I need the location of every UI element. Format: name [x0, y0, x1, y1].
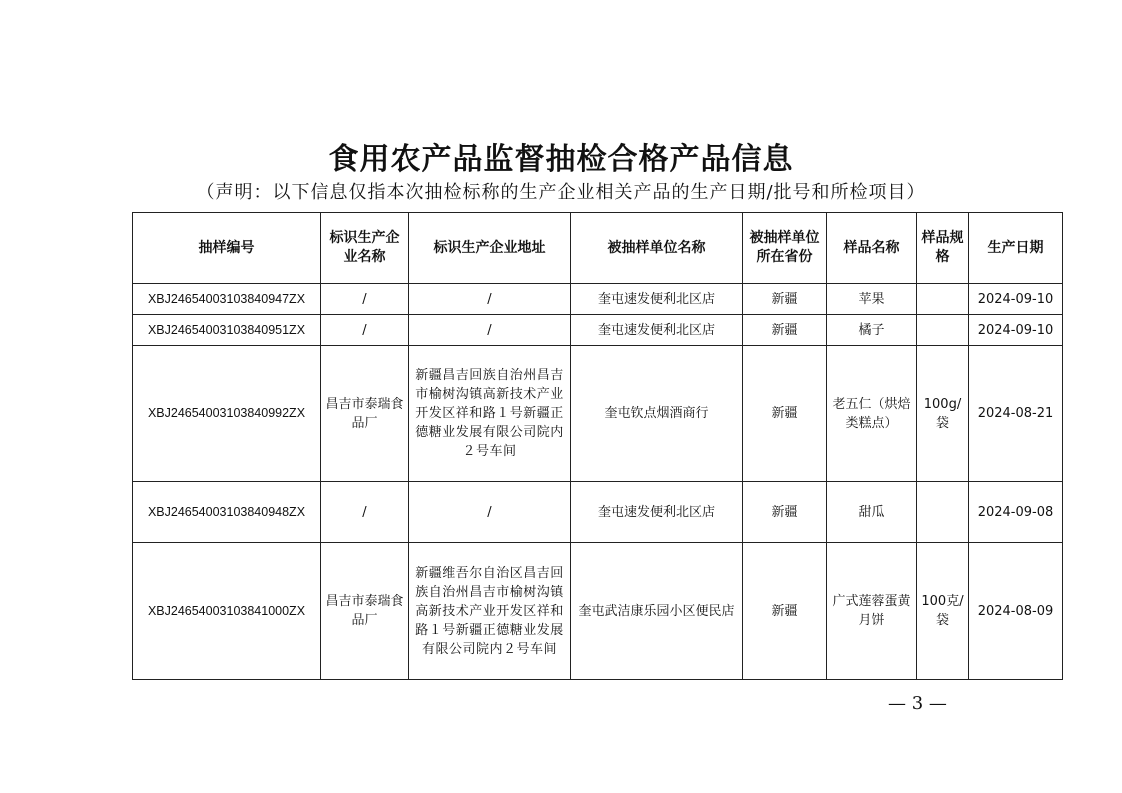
- cell-sample-name: 橘子: [827, 315, 917, 346]
- cell-province: 新疆: [743, 482, 827, 543]
- cell-spec: 100g/袋: [917, 346, 969, 482]
- cell-producer-address: /: [409, 284, 571, 315]
- table-row: [133, 346, 1063, 482]
- cell-producer-name: /: [321, 482, 409, 543]
- cell-production-date: 2024-09-10: [969, 284, 1063, 315]
- header-sample-id: 抽样编号: [133, 213, 321, 284]
- cell-sample-id: XBJ24654003103840951ZX: [133, 315, 321, 346]
- cell-producer-name: /: [321, 315, 409, 346]
- cell-spec: [917, 315, 969, 346]
- document-subtitle: （声明：以下信息仅指本次抽检标称的生产企业相关产品的生产日期/批号和所检项目）: [196, 182, 926, 203]
- table-row: [133, 284, 1063, 315]
- cell-production-date: 2024-08-09: [969, 543, 1063, 680]
- cell-sample-name: 甜瓜: [827, 482, 917, 543]
- header-producer-name: 标识生产企业名称: [321, 213, 409, 284]
- cell-sample-id: XBJ24654003103840948ZX: [133, 482, 321, 543]
- cell-sample-name: 老五仁（烘焙类糕点）: [827, 346, 917, 482]
- table-row: [133, 315, 1063, 346]
- cell-spec: [917, 284, 969, 315]
- cell-sampled-unit: 奎屯速发便利北区店: [571, 482, 743, 543]
- cell-sampled-unit: 奎屯武洁康乐园小区便民店: [571, 543, 743, 680]
- cell-spec: 100克/袋: [917, 543, 969, 680]
- cell-province: 新疆: [743, 284, 827, 315]
- table-header-row: [133, 213, 1063, 284]
- cell-production-date: 2024-09-10: [969, 315, 1063, 346]
- header-sampled-unit: 被抽样单位名称: [571, 213, 743, 284]
- cell-sample-name: 苹果: [827, 284, 917, 315]
- cell-producer-name: 昌吉市泰瑞食品厂: [321, 543, 409, 680]
- cell-sampled-unit: 奎屯钦点烟酒商行: [571, 346, 743, 482]
- cell-sample-name: 广式莲蓉蛋黄月饼: [827, 543, 917, 680]
- cell-province: 新疆: [743, 543, 827, 680]
- cell-producer-name: /: [321, 284, 409, 315]
- cell-production-date: 2024-09-08: [969, 482, 1063, 543]
- cell-producer-name: 昌吉市泰瑞食品厂: [321, 346, 409, 482]
- cell-sample-id: XBJ24654003103841000ZX: [133, 543, 321, 680]
- header-production-date: 生产日期: [969, 213, 1063, 284]
- document-title: 食用农产品监督抽检合格产品信息: [328, 142, 794, 177]
- header-producer-address: 标识生产企业地址: [409, 213, 571, 284]
- product-table: [132, 212, 1063, 680]
- page-number: — 3 —: [888, 693, 947, 714]
- table-row: [133, 543, 1063, 680]
- cell-producer-address: /: [409, 482, 571, 543]
- cell-spec: [917, 482, 969, 543]
- cell-production-date: 2024-08-21: [969, 346, 1063, 482]
- cell-province: 新疆: [743, 315, 827, 346]
- cell-producer-address: 新疆昌吉回族自治州昌吉市榆树沟镇高新技术产业开发区祥和路１号新疆正德糖业发展有限公司院内２号车间: [409, 346, 571, 482]
- cell-sampled-unit: 奎屯速发便利北区店: [571, 315, 743, 346]
- header-province: 被抽样单位所在省份: [743, 213, 827, 284]
- cell-sample-id: XBJ24654003103840992ZX: [133, 346, 321, 482]
- header-spec: 样品规格: [917, 213, 969, 284]
- cell-sample-id: XBJ24654003103840947ZX: [133, 284, 321, 315]
- header-sample-name: 样品名称: [827, 213, 917, 284]
- cell-producer-address: /: [409, 315, 571, 346]
- cell-province: 新疆: [743, 346, 827, 482]
- table-row: [133, 482, 1063, 543]
- cell-producer-address: 新疆维吾尔自治区昌吉回族自治州昌吉市榆树沟镇高新技术产业开发区祥和路１号新疆正德糖业发展有限公司院内２号车间: [409, 543, 571, 680]
- cell-sampled-unit: 奎屯速发便利北区店: [571, 284, 743, 315]
